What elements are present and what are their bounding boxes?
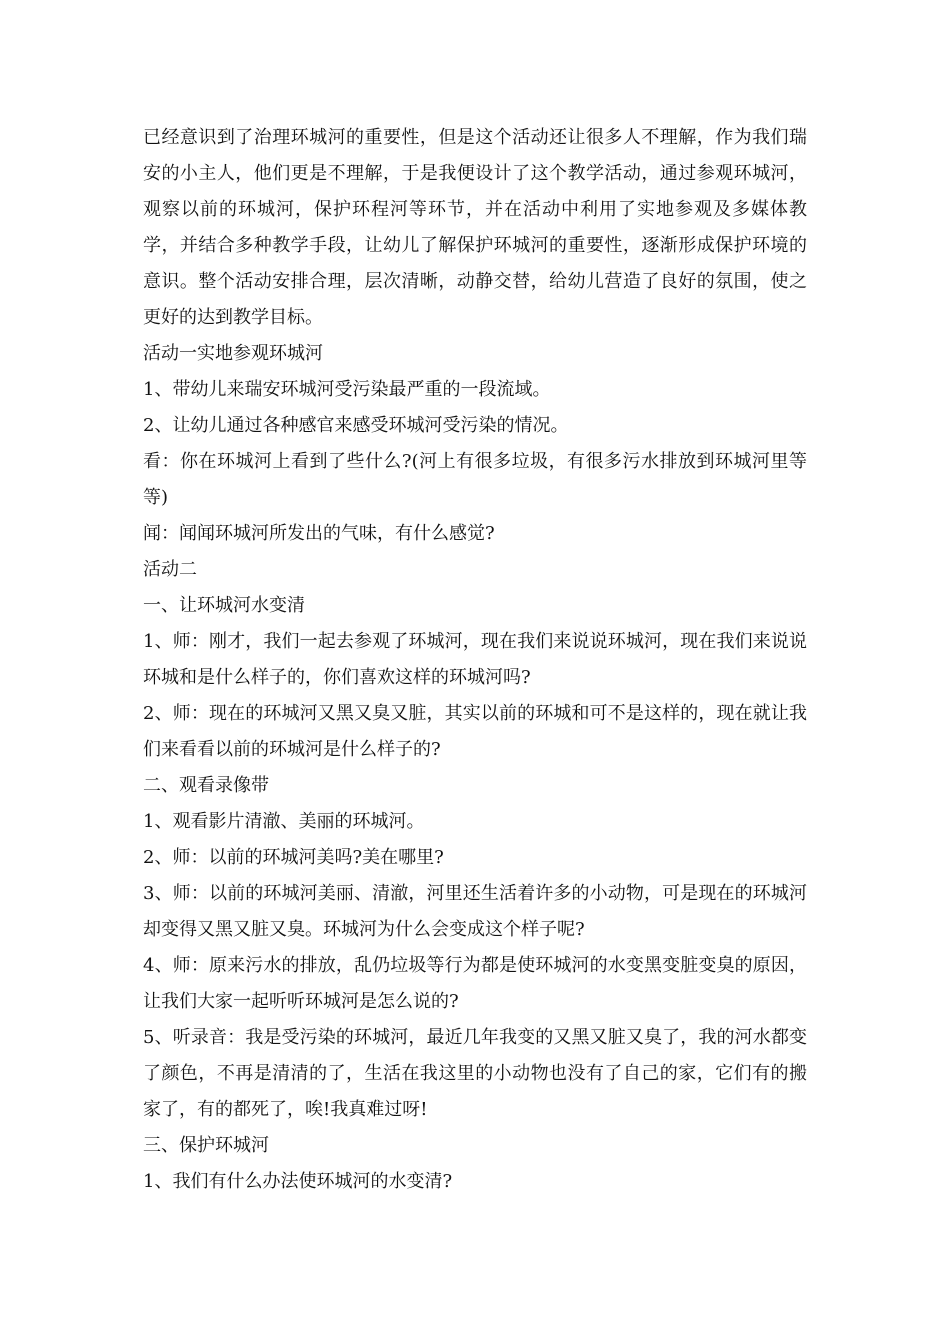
subsection-heading: 三、保护环城河 <box>143 1135 269 1156</box>
look-paragraph: 看：你在环城河上看到了些什么?(河上有很多垃圾，有很多污水排放到环城河里等等) <box>143 451 807 508</box>
list-item: 2、师：以前的环城河美吗?美在哪里? <box>143 847 444 868</box>
list-item: 2、师：现在的环城河又黑又臭又脏，其实以前的环城和可不是这样的，现在就让我们来看看以前的环城河是什么样子的? <box>143 703 807 760</box>
list-item: 1、带幼儿来瑞安环城河受污染最严重的一段流域。 <box>143 379 551 400</box>
list-item: 1、观看影片清澈、美丽的环城河。 <box>143 811 425 832</box>
document-page <box>143 120 807 1200</box>
list-item: 3、师：以前的环城河美丽、清澈，河里还生活着许多的小动物，可是现在的环城河却变得又黑又脏又臭。环城河为什么会变成这个样子呢? <box>143 883 807 940</box>
list-item: 1、我们有什么办法使环城河的水变清? <box>143 1171 453 1192</box>
list-item: 2、让幼儿通过各种感官来感受环城河受污染的情况。 <box>143 415 569 436</box>
list-item: 1、师：刚才，我们一起去参观了环城河，现在我们来说说环城河，现在我们来说说环城和是什么样子的，你们喜欢这样的环城河吗? <box>143 631 807 688</box>
subsection-heading: 二、观看录像带 <box>143 775 269 796</box>
smell-paragraph: 闻：闻闻环城河所发出的气味，有什么感觉? <box>143 523 495 544</box>
section-heading-activity-one: 活动一实地参观环城河 <box>143 343 323 364</box>
subsection-heading: 一、让环城河水变清 <box>143 595 305 616</box>
section-heading-activity-two: 活动二 <box>143 559 197 580</box>
intro-paragraph: 已经意识到了治理环城河的重要性，但是这个活动还让很多人不理解，作为我们瑞安的小主人，他们更是不理解，于是我便设计了这个教学活动，通过参观环城河，观察以前的环城河，保护环程河等环节，并在活动中利用了实地参观及多媒体教学，并结合多种教学手段，让幼儿了解保护环城河的重要性，逐渐形成保护环境的意识。整个活动安排合理，层次清晰，动静交替，给幼儿营造了良好的氛围，使之更好的达到教学目标。 <box>143 127 807 328</box>
list-item: 4、师：原来污水的排放，乱仍垃圾等行为都是使环城河的水变黑变脏变臭的原因，让我们大家一起听听环城河是怎么说的? <box>143 955 807 1012</box>
list-item: 5、听录音：我是受污染的环城河，最近几年我变的又黑又脏又臭了，我的河水都变了颜色，不再是清清的了，生活在我这里的小动物也没有了自己的家，它们有的搬家了，有的都死了，唉!我真难过呀! <box>143 1027 807 1120</box>
